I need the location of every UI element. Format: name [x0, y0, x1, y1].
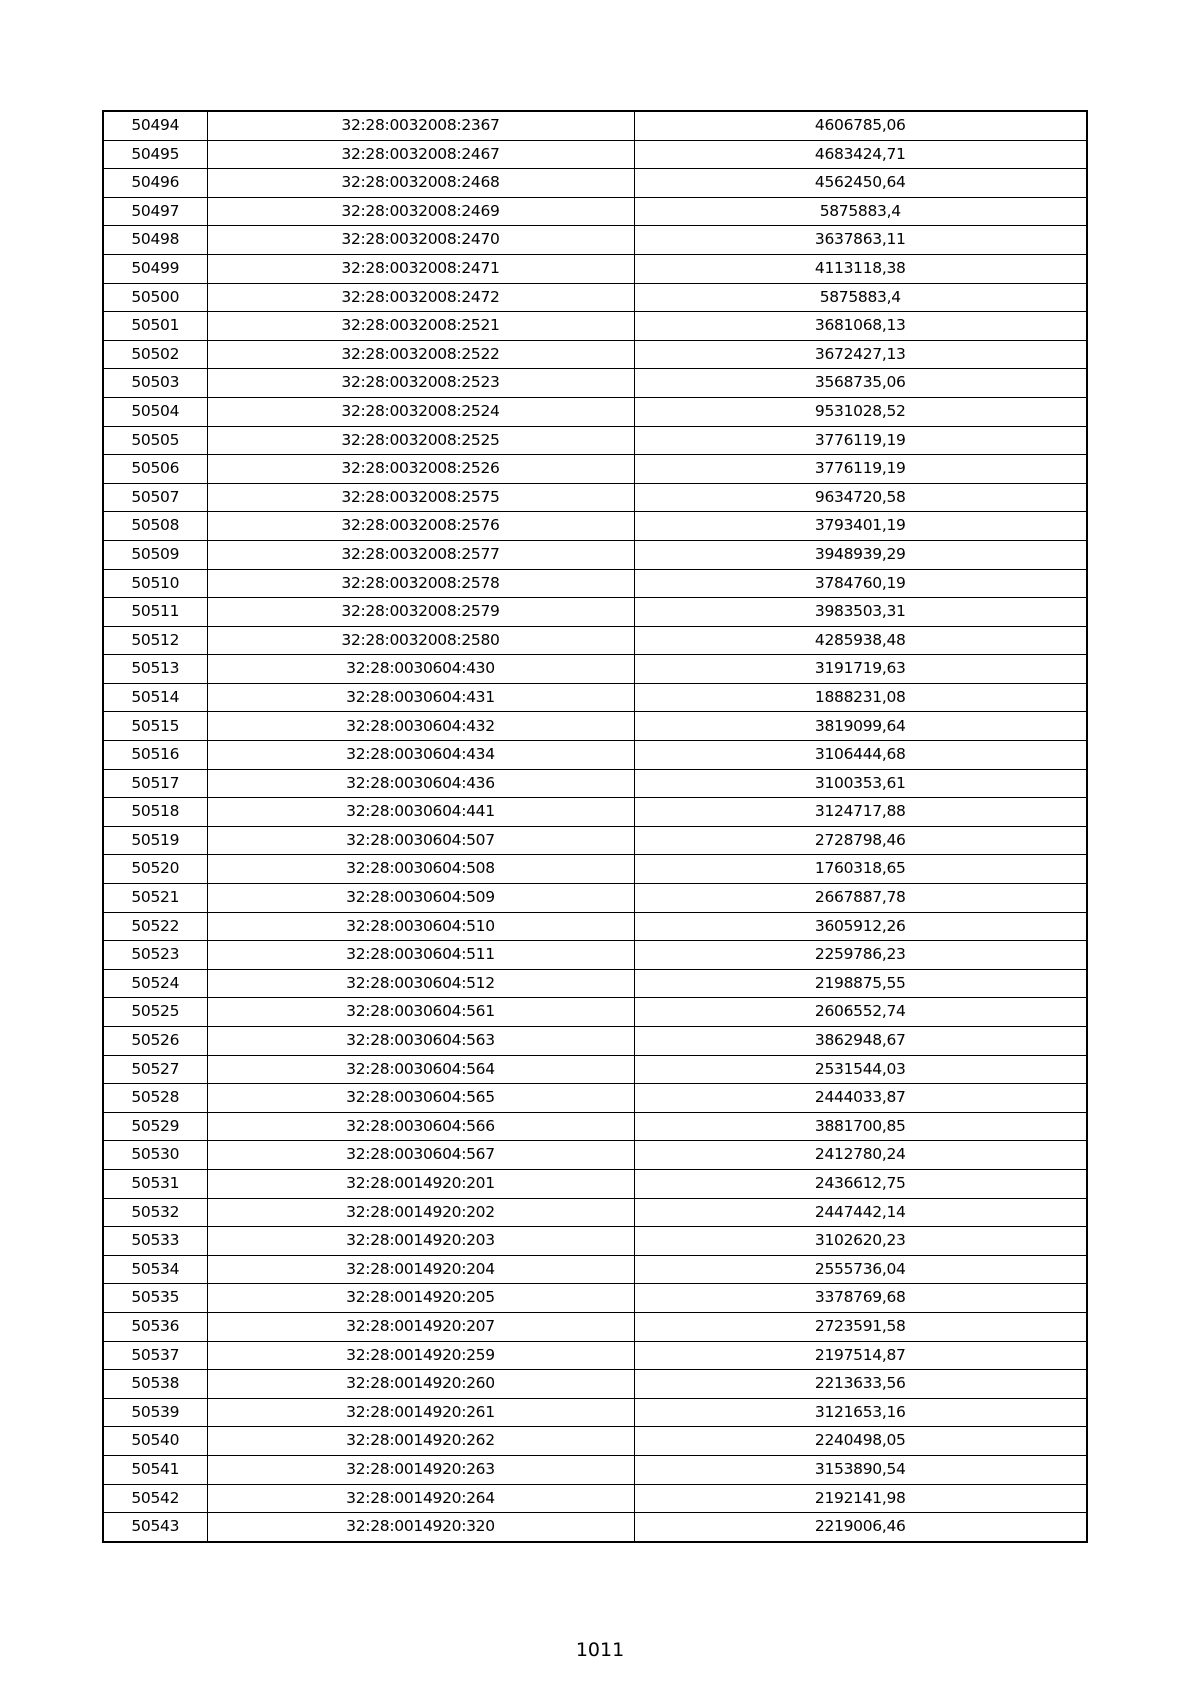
- row-number-cell: 50522: [103, 912, 207, 941]
- cadastral-value-cell: 2240498,05: [634, 1427, 1087, 1456]
- row-number-cell: 50494: [103, 111, 207, 140]
- table-row: [103, 426, 1087, 455]
- row-number-cell: 50520: [103, 855, 207, 884]
- cadastral-number-cell: 32:28:0030604:510: [207, 912, 634, 941]
- cadastral-value-table: [102, 110, 1088, 1543]
- cadastral-number-cell: 32:28:0030604:561: [207, 998, 634, 1027]
- row-number-cell: 50540: [103, 1427, 207, 1456]
- row-number-cell: 50510: [103, 569, 207, 598]
- cadastral-value-cell: 2723591,58: [634, 1312, 1087, 1341]
- table-row: [103, 998, 1087, 1027]
- cadastral-number-cell: 32:28:0014920:262: [207, 1427, 634, 1456]
- table-row: [103, 626, 1087, 655]
- table-row: [103, 598, 1087, 627]
- cadastral-number-cell: 32:28:0032008:2579: [207, 598, 634, 627]
- cadastral-number-cell: 32:28:0030604:507: [207, 826, 634, 855]
- row-number-cell: 50503: [103, 369, 207, 398]
- cadastral-value-cell: 2213633,56: [634, 1370, 1087, 1399]
- cadastral-value-cell: 2436612,75: [634, 1169, 1087, 1198]
- cadastral-number-cell: 32:28:0032008:2367: [207, 111, 634, 140]
- table-row: [103, 1455, 1087, 1484]
- cadastral-value-cell: 2219006,46: [634, 1513, 1087, 1542]
- row-number-cell: 50515: [103, 712, 207, 741]
- row-number-cell: 50517: [103, 769, 207, 798]
- row-number-cell: 50536: [103, 1312, 207, 1341]
- table-row: [103, 912, 1087, 941]
- cadastral-number-cell: 32:28:0032008:2467: [207, 140, 634, 169]
- cadastral-value-cell: 1760318,65: [634, 855, 1087, 884]
- row-number-cell: 50529: [103, 1112, 207, 1141]
- table-row: [103, 455, 1087, 484]
- row-number-cell: 50524: [103, 969, 207, 998]
- cadastral-value-cell: 3191719,63: [634, 655, 1087, 684]
- cadastral-value-cell: 2728798,46: [634, 826, 1087, 855]
- table-row: [103, 884, 1087, 913]
- table-row: [103, 855, 1087, 884]
- cadastral-number-cell: 32:28:0014920:201: [207, 1169, 634, 1198]
- cadastral-number-cell: 32:28:0032008:2524: [207, 397, 634, 426]
- cadastral-value-cell: 2606552,74: [634, 998, 1087, 1027]
- cadastral-number-cell: 32:28:0014920:259: [207, 1341, 634, 1370]
- cadastral-value-cell: 2444033,87: [634, 1084, 1087, 1113]
- cadastral-number-cell: 32:28:0030604:511: [207, 941, 634, 970]
- table-row: [103, 826, 1087, 855]
- table-row: [103, 1055, 1087, 1084]
- row-number-cell: 50519: [103, 826, 207, 855]
- table-body: [103, 111, 1087, 1542]
- row-number-cell: 50532: [103, 1198, 207, 1227]
- table-row: [103, 226, 1087, 255]
- cadastral-value-cell: 2192141,98: [634, 1484, 1087, 1513]
- table-row: [103, 941, 1087, 970]
- cadastral-value-cell: 4113118,38: [634, 254, 1087, 283]
- cadastral-number-cell: 32:28:0014920:207: [207, 1312, 634, 1341]
- row-number-cell: 50537: [103, 1341, 207, 1370]
- table-row: [103, 569, 1087, 598]
- table-row: [103, 340, 1087, 369]
- row-number-cell: 50499: [103, 254, 207, 283]
- table-row: [103, 1112, 1087, 1141]
- table-row: [103, 1513, 1087, 1542]
- row-number-cell: 50511: [103, 598, 207, 627]
- cadastral-value-cell: 2412780,24: [634, 1141, 1087, 1170]
- cadastral-value-cell: 3637863,11: [634, 226, 1087, 255]
- row-number-cell: 50504: [103, 397, 207, 426]
- cadastral-value-cell: 3862948,67: [634, 1027, 1087, 1056]
- row-number-cell: 50508: [103, 512, 207, 541]
- cadastral-number-cell: 32:28:0032008:2577: [207, 540, 634, 569]
- row-number-cell: 50527: [103, 1055, 207, 1084]
- table-row: [103, 683, 1087, 712]
- row-number-cell: 50543: [103, 1513, 207, 1542]
- cadastral-number-cell: 32:28:0030604:441: [207, 798, 634, 827]
- row-number-cell: 50525: [103, 998, 207, 1027]
- table-row: [103, 1255, 1087, 1284]
- table-row: [103, 254, 1087, 283]
- cadastral-number-cell: 32:28:0030604:508: [207, 855, 634, 884]
- cadastral-number-cell: 32:28:0030604:430: [207, 655, 634, 684]
- row-number-cell: 50497: [103, 197, 207, 226]
- table-row: [103, 197, 1087, 226]
- table-row: [103, 312, 1087, 341]
- cadastral-number-cell: 32:28:0032008:2472: [207, 283, 634, 312]
- table-row: [103, 969, 1087, 998]
- row-number-cell: 50530: [103, 1141, 207, 1170]
- row-number-cell: 50539: [103, 1398, 207, 1427]
- row-number-cell: 50535: [103, 1284, 207, 1313]
- row-number-cell: 50533: [103, 1227, 207, 1256]
- cadastral-value-cell: 5875883,4: [634, 283, 1087, 312]
- table-row: [103, 512, 1087, 541]
- cadastral-number-cell: 32:28:0032008:2470: [207, 226, 634, 255]
- cadastral-value-cell: 3819099,64: [634, 712, 1087, 741]
- cadastral-value-cell: 4606785,06: [634, 111, 1087, 140]
- row-number-cell: 50513: [103, 655, 207, 684]
- table-row: [103, 483, 1087, 512]
- cadastral-number-cell: 32:28:0014920:202: [207, 1198, 634, 1227]
- row-number-cell: 50538: [103, 1370, 207, 1399]
- cadastral-value-cell: 3153890,54: [634, 1455, 1087, 1484]
- row-number-cell: 50500: [103, 283, 207, 312]
- row-number-cell: 50495: [103, 140, 207, 169]
- table-row: [103, 397, 1087, 426]
- cadastral-value-cell: 1888231,08: [634, 683, 1087, 712]
- table-row: [103, 798, 1087, 827]
- cadastral-number-cell: 32:28:0030604:566: [207, 1112, 634, 1141]
- table-row: [103, 1141, 1087, 1170]
- cadastral-number-cell: 32:28:0030604:432: [207, 712, 634, 741]
- cadastral-number-cell: 32:28:0032008:2469: [207, 197, 634, 226]
- cadastral-number-cell: 32:28:0032008:2526: [207, 455, 634, 484]
- table-row: [103, 169, 1087, 198]
- row-number-cell: 50507: [103, 483, 207, 512]
- cadastral-value-cell: 2447442,14: [634, 1198, 1087, 1227]
- cadastral-number-cell: 32:28:0032008:2576: [207, 512, 634, 541]
- cadastral-value-cell: 9531028,52: [634, 397, 1087, 426]
- table-row: [103, 1198, 1087, 1227]
- cadastral-value-cell: 3124717,88: [634, 798, 1087, 827]
- cadastral-value-cell: 2197514,87: [634, 1341, 1087, 1370]
- table-row: [103, 1312, 1087, 1341]
- row-number-cell: 50502: [103, 340, 207, 369]
- cadastral-number-cell: 32:28:0014920:320: [207, 1513, 634, 1542]
- cadastral-number-cell: 32:28:0014920:264: [207, 1484, 634, 1513]
- cadastral-number-cell: 32:28:0030604:436: [207, 769, 634, 798]
- cadastral-value-cell: 9634720,58: [634, 483, 1087, 512]
- cadastral-value-cell: 3106444,68: [634, 741, 1087, 770]
- row-number-cell: 50531: [103, 1169, 207, 1198]
- table-row: [103, 140, 1087, 169]
- cadastral-value-cell: 3102620,23: [634, 1227, 1087, 1256]
- table-row: [103, 1284, 1087, 1313]
- table-row: [103, 1084, 1087, 1113]
- table-row: [103, 1398, 1087, 1427]
- table-row: [103, 540, 1087, 569]
- cadastral-value-cell: 3672427,13: [634, 340, 1087, 369]
- cadastral-value-cell: 4683424,71: [634, 140, 1087, 169]
- cadastral-value-cell: 3681068,13: [634, 312, 1087, 341]
- cadastral-value-cell: 5875883,4: [634, 197, 1087, 226]
- cadastral-number-cell: 32:28:0030604:565: [207, 1084, 634, 1113]
- cadastral-number-cell: 32:28:0032008:2580: [207, 626, 634, 655]
- cadastral-number-cell: 32:28:0032008:2578: [207, 569, 634, 598]
- cadastral-number-cell: 32:28:0032008:2468: [207, 169, 634, 198]
- cadastral-value-cell: 4562450,64: [634, 169, 1087, 198]
- row-number-cell: 50528: [103, 1084, 207, 1113]
- cadastral-value-cell: 3784760,19: [634, 569, 1087, 598]
- row-number-cell: 50523: [103, 941, 207, 970]
- cadastral-number-cell: 32:28:0032008:2521: [207, 312, 634, 341]
- row-number-cell: 50512: [103, 626, 207, 655]
- table-row: [103, 712, 1087, 741]
- table-row: [103, 1169, 1087, 1198]
- cadastral-value-cell: 2198875,55: [634, 969, 1087, 998]
- table-row: [103, 1027, 1087, 1056]
- row-number-cell: 50514: [103, 683, 207, 712]
- cadastral-value-cell: 3100353,61: [634, 769, 1087, 798]
- cadastral-number-cell: 32:28:0032008:2525: [207, 426, 634, 455]
- row-number-cell: 50516: [103, 741, 207, 770]
- row-number-cell: 50498: [103, 226, 207, 255]
- row-number-cell: 50505: [103, 426, 207, 455]
- cadastral-number-cell: 32:28:0014920:260: [207, 1370, 634, 1399]
- cadastral-number-cell: 32:28:0014920:204: [207, 1255, 634, 1284]
- cadastral-number-cell: 32:28:0032008:2523: [207, 369, 634, 398]
- cadastral-number-cell: 32:28:0030604:564: [207, 1055, 634, 1084]
- table-row: [103, 1427, 1087, 1456]
- row-number-cell: 50501: [103, 312, 207, 341]
- cadastral-number-cell: 32:28:0030604:509: [207, 884, 634, 913]
- cadastral-number-cell: 32:28:0014920:203: [207, 1227, 634, 1256]
- row-number-cell: 50518: [103, 798, 207, 827]
- cadastral-number-cell: 32:28:0014920:263: [207, 1455, 634, 1484]
- cadastral-number-cell: 32:28:0030604:434: [207, 741, 634, 770]
- cadastral-number-cell: 32:28:0014920:261: [207, 1398, 634, 1427]
- table-row: [103, 1227, 1087, 1256]
- table-row: [103, 369, 1087, 398]
- cadastral-number-cell: 32:28:0030604:567: [207, 1141, 634, 1170]
- row-number-cell: 50496: [103, 169, 207, 198]
- cadastral-number-cell: 32:28:0032008:2575: [207, 483, 634, 512]
- table-row: [103, 1484, 1087, 1513]
- table-row: [103, 1370, 1087, 1399]
- cadastral-value-cell: 3948939,29: [634, 540, 1087, 569]
- cadastral-value-cell: 3776119,19: [634, 455, 1087, 484]
- row-number-cell: 50542: [103, 1484, 207, 1513]
- table-row: [103, 741, 1087, 770]
- cadastral-value-cell: 3378769,68: [634, 1284, 1087, 1313]
- table-row: [103, 283, 1087, 312]
- cadastral-value-cell: 4285938,48: [634, 626, 1087, 655]
- row-number-cell: 50534: [103, 1255, 207, 1284]
- cadastral-number-cell: 32:28:0030604:431: [207, 683, 634, 712]
- cadastral-value-cell: 2555736,04: [634, 1255, 1087, 1284]
- table-row: [103, 111, 1087, 140]
- cadastral-number-cell: 32:28:0032008:2471: [207, 254, 634, 283]
- cadastral-number-cell: 32:28:0030604:563: [207, 1027, 634, 1056]
- cadastral-value-cell: 3983503,31: [634, 598, 1087, 627]
- row-number-cell: 50506: [103, 455, 207, 484]
- page-number: 1011: [575, 1639, 625, 1661]
- cadastral-value-cell: 2259786,23: [634, 941, 1087, 970]
- cadastral-number-cell: 32:28:0014920:205: [207, 1284, 634, 1313]
- cadastral-value-cell: 3793401,19: [634, 512, 1087, 541]
- table-row: [103, 769, 1087, 798]
- table-row: [103, 655, 1087, 684]
- row-number-cell: 50541: [103, 1455, 207, 1484]
- cadastral-value-cell: 3568735,06: [634, 369, 1087, 398]
- cadastral-value-cell: 3776119,19: [634, 426, 1087, 455]
- row-number-cell: 50521: [103, 884, 207, 913]
- cadastral-value-cell: 3121653,16: [634, 1398, 1087, 1427]
- row-number-cell: 50526: [103, 1027, 207, 1056]
- cadastral-value-cell: 2531544,03: [634, 1055, 1087, 1084]
- cadastral-value-cell: 3881700,85: [634, 1112, 1087, 1141]
- row-number-cell: 50509: [103, 540, 207, 569]
- cadastral-number-cell: 32:28:0030604:512: [207, 969, 634, 998]
- cadastral-number-cell: 32:28:0032008:2522: [207, 340, 634, 369]
- table-row: [103, 1341, 1087, 1370]
- cadastral-value-cell: 3605912,26: [634, 912, 1087, 941]
- cadastral-value-cell: 2667887,78: [634, 884, 1087, 913]
